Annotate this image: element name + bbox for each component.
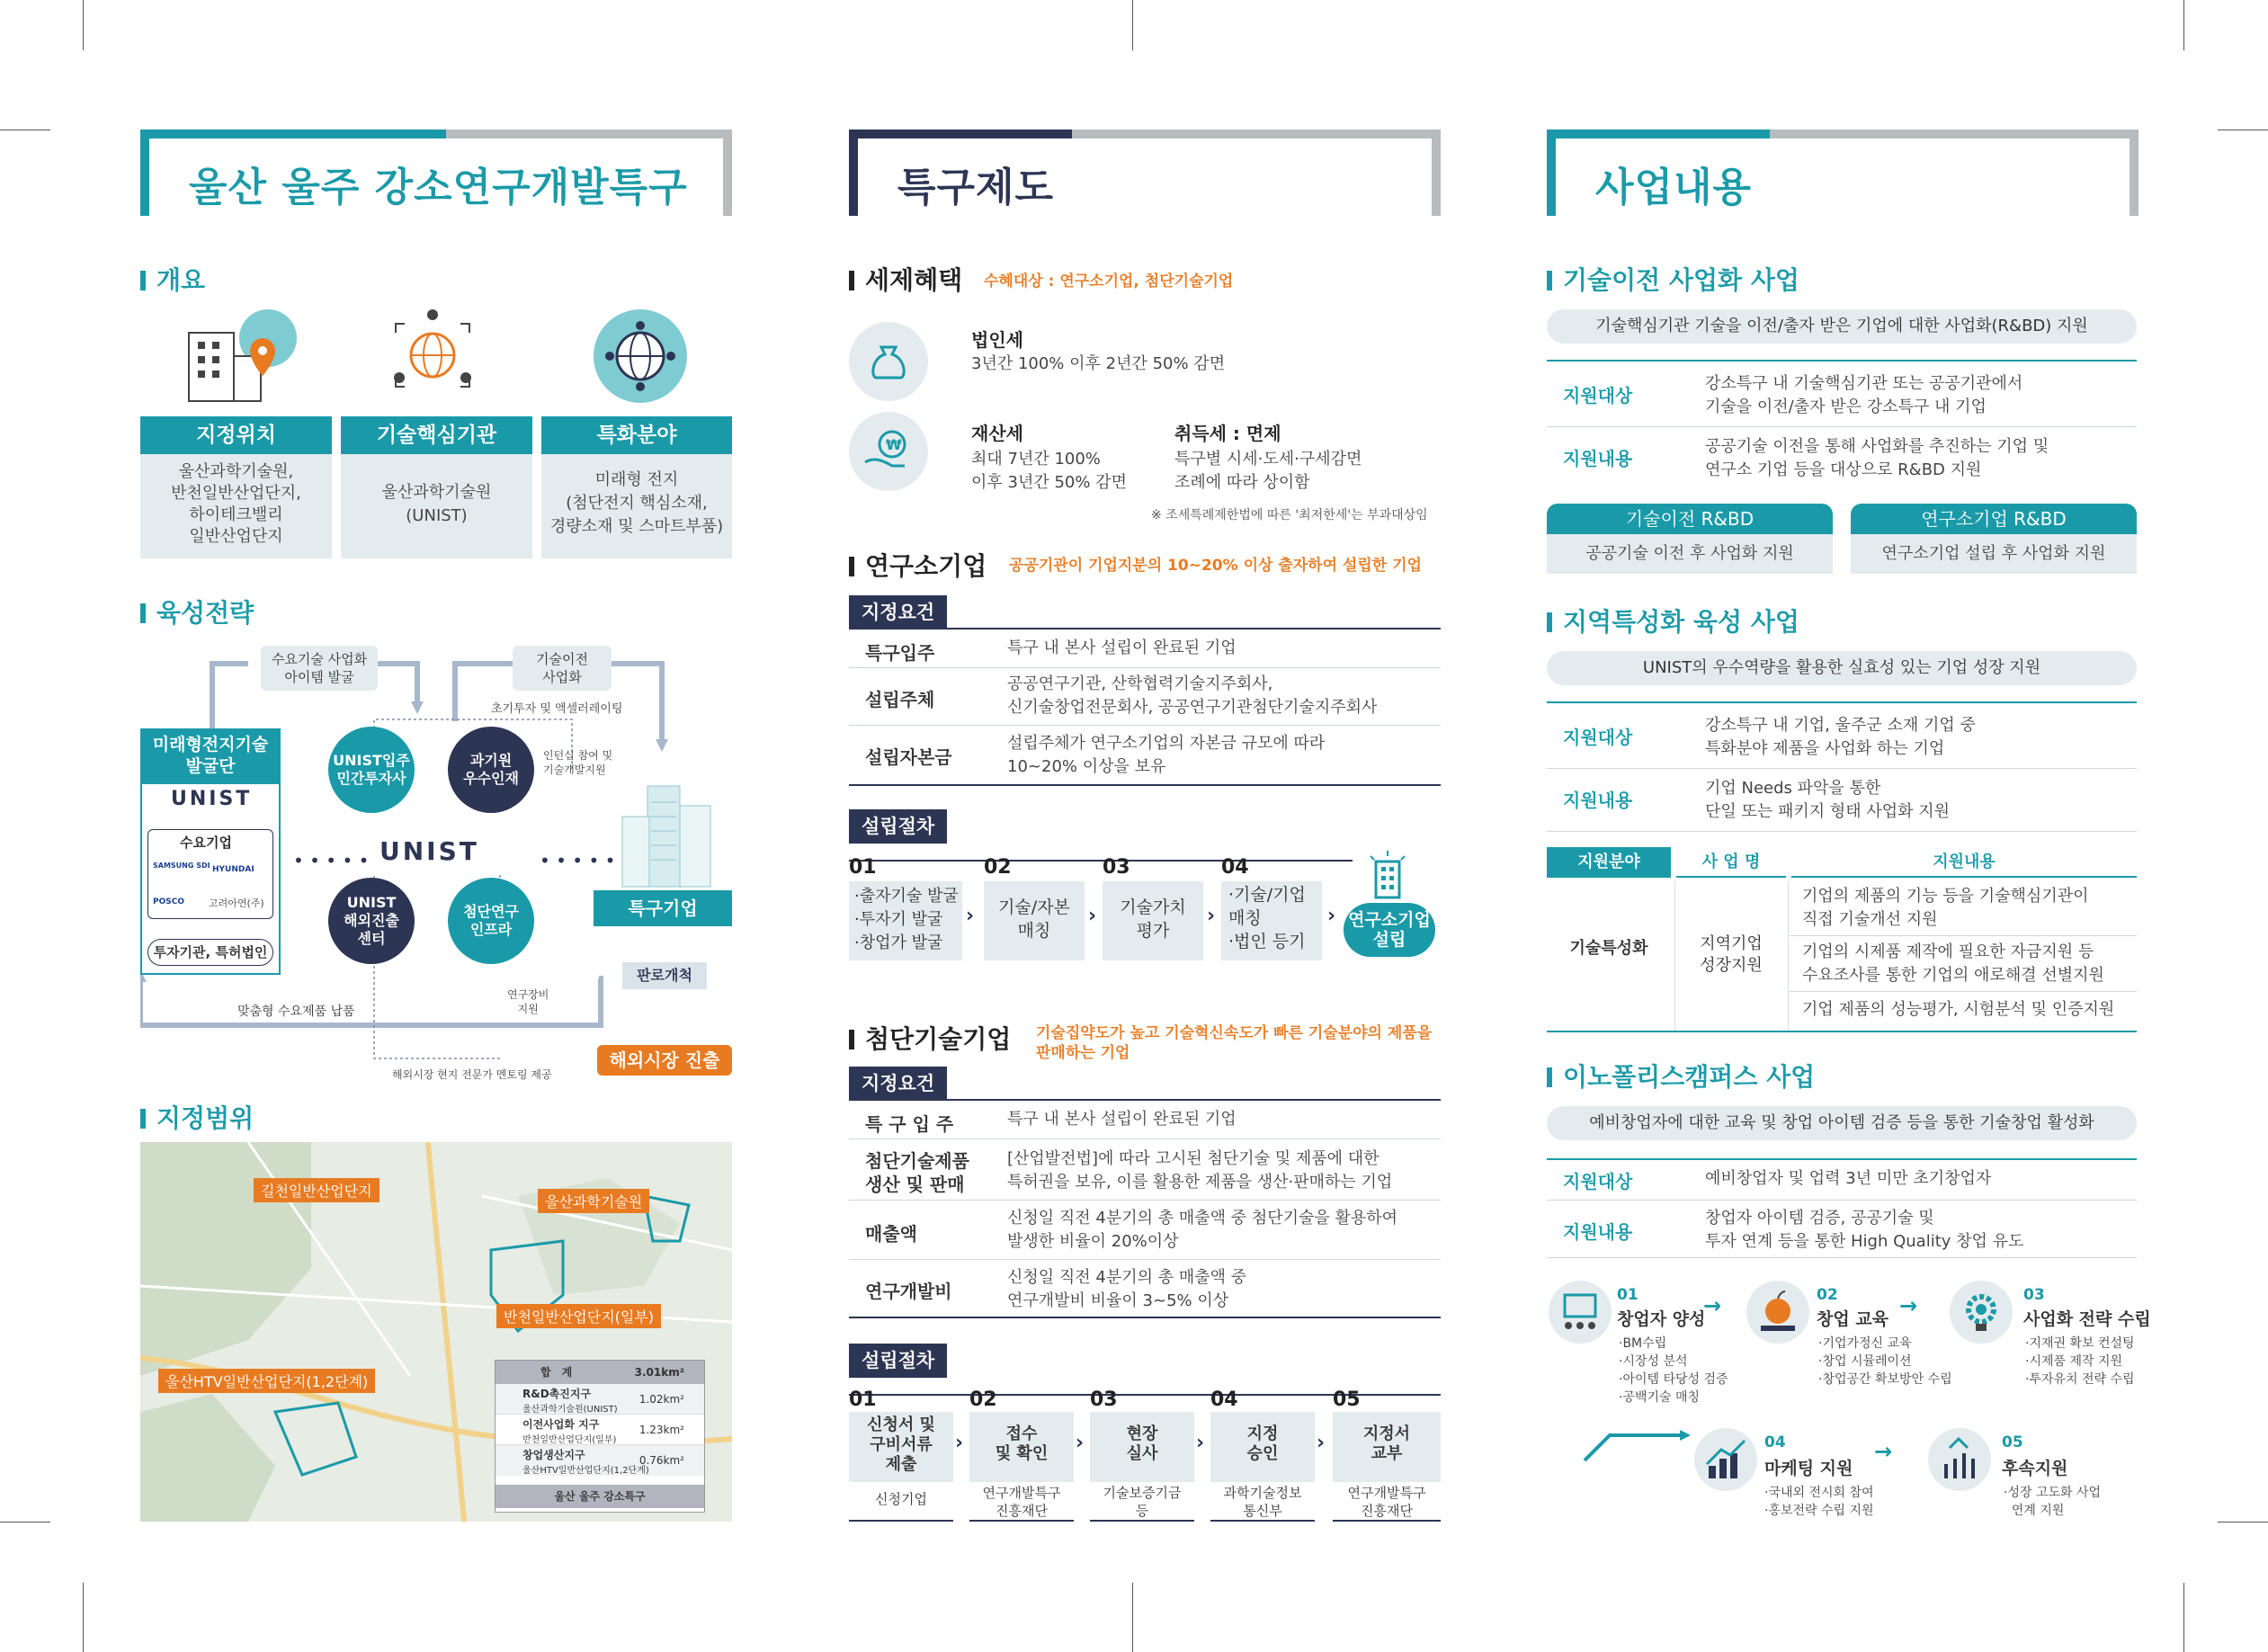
business-name: 지역기업 성장지원 bbox=[1700, 934, 1763, 975]
divider bbox=[1547, 1158, 2137, 1160]
chevron-right-icon: › bbox=[955, 1432, 964, 1454]
support-content: 기업 제품의 성능평가, 시험분석 및 인증지원 bbox=[1802, 1000, 2115, 1019]
crop-mark bbox=[1132, 0, 1133, 50]
step-org: 신청기업 bbox=[849, 1482, 953, 1522]
req-value: 특구 내 본사 설립이 완료된 기업 bbox=[1007, 1110, 1237, 1129]
support-content: 기업의 시제품 제작에 필요한 자금지원 등 수요조사를 통한 기업의 애로해결 선별지원 bbox=[1802, 942, 2104, 985]
step-box: 접수 및 확인 bbox=[969, 1412, 1074, 1482]
tax-footnote: ※ 조세특례제한법에 따른 '최저한세'는 부과대상임 bbox=[1151, 508, 1428, 522]
step-items: ·지재권 확보 컨설팅 ·시제품 제작 지원 ·투자유치 전략 수립 bbox=[2025, 1336, 2135, 1387]
step-number: 05 bbox=[1333, 1389, 1361, 1411]
lab-company-final: 연구소기업 설립 bbox=[1344, 903, 1435, 957]
divider bbox=[849, 628, 1441, 630]
step-number: 04 bbox=[1210, 1389, 1238, 1411]
table-row: 이전사업화 지구 반천일반산업단지(일부) 1.23km² bbox=[496, 1415, 704, 1445]
intern-note: 인턴십 참여 및 기술개발지원 bbox=[543, 749, 613, 776]
rbd-title: 기술이전 R&BD bbox=[1547, 504, 1833, 534]
divider bbox=[1790, 935, 2137, 936]
flow-connector bbox=[1583, 1430, 1691, 1466]
row-value: 예비창업자 및 업력 3년 미만 초기창업자 bbox=[1705, 1169, 1992, 1188]
row-key: 지원대상 bbox=[1563, 385, 1633, 406]
tax-target-note: 수혜대상 : 연구소기업, 첨단기술기업 bbox=[984, 272, 1234, 290]
req-value: 신청일 직전 4분기의 총 매출액 중 연구개발비 비율이 3~5% 이상 bbox=[1007, 1268, 1247, 1310]
req-key: 설립주체 bbox=[865, 689, 935, 710]
row-key: 지원대상 bbox=[1563, 727, 1633, 748]
step-number: 03 bbox=[1103, 856, 1130, 879]
step-number: 03 bbox=[1090, 1389, 1118, 1411]
property-tax-title: 재산세 bbox=[971, 423, 1023, 444]
step-number: 01 bbox=[849, 856, 877, 879]
crop-mark bbox=[2218, 1522, 2268, 1523]
requirement-tag: 지정요건 bbox=[849, 595, 947, 630]
crop-mark bbox=[83, 1583, 84, 1652]
chevron-right-icon: › bbox=[966, 905, 975, 927]
arrow-right-icon: → bbox=[1703, 1293, 1722, 1318]
step-number: 01 bbox=[849, 1389, 877, 1411]
step-box: 기술/자본 매칭 bbox=[984, 881, 1085, 960]
divider bbox=[849, 1259, 1441, 1260]
row-value: 공공기술 이전을 통해 사업화를 추진하는 기업 및 연구소 기업 등을 대상으로 R&BD 지원 bbox=[1705, 437, 2049, 479]
unist-logo-center: UNIST bbox=[379, 836, 479, 866]
rbd-title: 연구소기업 R&BD bbox=[1851, 504, 2137, 534]
svg-text:₩: ₩ bbox=[886, 436, 902, 453]
lab-company-note: 공공기관이 기업지분의 10~20% 이상 출자하여 설립한 기업 bbox=[1009, 557, 1422, 575]
crop-mark bbox=[1132, 1583, 1133, 1652]
card-body: 울산과학기술원 (UNIST) bbox=[341, 454, 532, 558]
divider bbox=[1547, 426, 2137, 427]
special-company-label: 특구기업 bbox=[594, 890, 732, 926]
req-value: 신청일 직전 4분기의 총 매출액 중 첨단기술을 활용하여 발생한 비율이 20%이상 bbox=[1007, 1209, 1398, 1251]
rbd-body: 연구소기업 설립 후 사업화 지원 bbox=[1851, 534, 2137, 574]
step-box: 신청서 및 구비서류 제출 bbox=[849, 1412, 953, 1482]
table-header: 지원분야 bbox=[1547, 847, 1671, 878]
table-header: 사 업 명 bbox=[1676, 847, 1786, 878]
divider bbox=[1547, 1031, 2137, 1032]
map-label: 울산과학기술원 bbox=[538, 1189, 649, 1213]
page-title: 울산 울주 강소연구개발특구 bbox=[189, 165, 688, 210]
divider bbox=[849, 1317, 1441, 1318]
divider bbox=[1547, 1200, 2137, 1201]
divider bbox=[849, 784, 1441, 786]
unist-logo: UNIST bbox=[171, 788, 253, 810]
crop-mark bbox=[2183, 0, 2184, 50]
step-number: 05 bbox=[2002, 1433, 2023, 1451]
map-label: 길천일반산업단지 bbox=[254, 1178, 379, 1202]
section-heading-strategy: 육성전략 bbox=[140, 594, 254, 630]
step-box: 지정서 교부 bbox=[1333, 1412, 1441, 1482]
top-right-label: 기술이전 사업화 bbox=[513, 646, 612, 691]
step-org: 연구개발특구 진흥재단 bbox=[1333, 1482, 1441, 1522]
section-heading-tech-transfer: 기술이전 사업화 사업 bbox=[1547, 261, 1799, 297]
step-number: 01 bbox=[1617, 1286, 1638, 1304]
step-box: ·출자기술 발굴 ·투자기 발굴 ·창업가 발굴 bbox=[849, 881, 962, 960]
chevron-right-icon: › bbox=[1317, 1432, 1326, 1454]
row-value: 창업자 아이템 검증, 공공기술 및 투자 연계 등을 통한 High Quality 창업 유도 bbox=[1705, 1209, 2024, 1251]
crop-mark bbox=[0, 1522, 50, 1523]
req-key: 설립자본금 bbox=[865, 746, 952, 768]
req-value: [산업발전법]에 따라 고시된 첨단기술 및 제품에 대한 특허권을 보유, 이를 활용한 제품을 생산·판매하는 기업 bbox=[1007, 1149, 1393, 1192]
hightech-note: 기술집약도가 높고 기술혁신속도가 빠른 기술분야의 제품을 판매하는 기업 bbox=[1036, 1024, 1433, 1062]
divider bbox=[849, 860, 1353, 862]
divider bbox=[1788, 881, 1789, 1031]
step-number: 02 bbox=[1817, 1286, 1838, 1304]
card-body: 울산과학기술원, 반천일반산업단지, 하이테크밸리 일반산업단지 bbox=[140, 454, 332, 558]
requirement-tag: 지정요건 bbox=[849, 1067, 947, 1101]
circle-overseas-center: UNIST 해외진출 센터 bbox=[328, 878, 415, 964]
region-summary: UNIST의 우수역량을 활용한 실효성 있는 기업 성장 지원 bbox=[1547, 651, 2137, 685]
arrow-right-icon: → bbox=[1874, 1439, 1893, 1464]
step-title: 마케팅 지원 bbox=[1764, 1459, 1853, 1478]
circle-infrastructure: 첨단연구 인프라 bbox=[448, 878, 534, 964]
arrow-right-icon: → bbox=[1899, 1293, 1918, 1318]
process-tag: 설립절차 bbox=[849, 809, 947, 844]
step-org: 연구개발특구 진흥재단 bbox=[969, 1482, 1074, 1522]
chevron-right-icon: › bbox=[1327, 905, 1336, 927]
step-box: 기술가치 평가 bbox=[1103, 881, 1203, 960]
custom-delivery-label: 맞춤형 수요제품 납품 bbox=[237, 1005, 355, 1019]
demand-label: 수요기업 bbox=[180, 835, 232, 851]
support-field: 기술특성화 bbox=[1569, 939, 1648, 958]
svg-text:• • • • •: • • • • • bbox=[293, 850, 370, 871]
card-title: 특화분야 bbox=[541, 416, 732, 454]
area-table bbox=[495, 1360, 705, 1513]
svg-text:• • • • •: • • • • • bbox=[540, 850, 616, 871]
row-value: 강소특구 내 기업, 울주군 소재 기업 중 특화분야 제품을 사업화 하는 기업 bbox=[1705, 716, 1976, 758]
step-items: ·성장 고도화 사업 연계 지원 bbox=[2004, 1486, 2102, 1518]
req-key: 연구개발비 bbox=[865, 1281, 952, 1302]
section-heading-lab-company: 연구소기업 bbox=[849, 547, 987, 583]
divider bbox=[849, 1099, 1441, 1101]
corp-tax-body: 3년간 100% 이후 2년간 50% 감면 bbox=[971, 354, 1226, 373]
step-title: 사업화 전략 수립 bbox=[2023, 1309, 2151, 1329]
step-items: ·기업가정신 교육 ·창업 시뮬레이션 ·창업공간 확보방안 수립 bbox=[1818, 1336, 1952, 1387]
section-heading-tax: 세제혜택 bbox=[849, 261, 962, 297]
step-box: 지정 승인 bbox=[1210, 1412, 1315, 1482]
building-location-icon bbox=[180, 315, 279, 405]
gear-bulb-icon bbox=[1950, 1281, 2013, 1344]
crop-mark bbox=[83, 0, 84, 50]
step-number: 03 bbox=[2023, 1286, 2045, 1304]
presentation-icon bbox=[1549, 1281, 1612, 1344]
step-number: 04 bbox=[1764, 1433, 1786, 1451]
accelerating-note: 초기투자 및 액셀러레이팅 bbox=[491, 702, 623, 716]
divider bbox=[1790, 991, 2137, 992]
divider bbox=[849, 1200, 1441, 1201]
rbd-body: 공공기술 이전 후 사업화 지원 bbox=[1547, 534, 1833, 574]
sales-label: 판로개척 bbox=[622, 962, 707, 989]
divider bbox=[1674, 881, 1675, 1031]
samsung-logo: SAMSUNG SDI bbox=[153, 862, 210, 870]
step-box: ·기술/기업 매칭 ·법인 등기 bbox=[1221, 881, 1322, 960]
apple-book-icon bbox=[1746, 1281, 1809, 1344]
section-heading-range: 지정범위 bbox=[140, 1099, 254, 1135]
buildings-icon bbox=[617, 781, 716, 889]
table-row: 합 계 3.01km² bbox=[496, 1361, 704, 1384]
top-left-label: 수요기술 사업화 아이템 발굴 bbox=[261, 646, 378, 691]
investor-label: 투자기관, 특허법인 bbox=[147, 939, 273, 966]
step-title: 창업자 양성 bbox=[1617, 1309, 1706, 1329]
divider bbox=[1547, 360, 2137, 362]
property-tax-body: 최대 7년간 100% 이후 3년간 50% 감면 bbox=[971, 450, 1127, 492]
hyundai-logo: HYUNDAI bbox=[212, 865, 254, 874]
req-key: 첨단기술제품 생산 및 판매 bbox=[865, 1150, 969, 1195]
section-heading-region: 지역특성화 육성 사업 bbox=[1547, 603, 1799, 638]
acquisition-tax-title: 취득세 : 면제 bbox=[1174, 423, 1281, 444]
req-key: 특 구 입 주 bbox=[865, 1113, 954, 1135]
page-title: 특구제도 bbox=[897, 165, 1055, 210]
crop-mark bbox=[0, 129, 50, 130]
circle-unist-investor: UNIST입주 민간투자사 bbox=[328, 727, 415, 813]
building-icon bbox=[1362, 849, 1415, 903]
step-items: ·BM수립 ·시장성 분석 ·아이템 타당성 검증 ·공백기술 매칭 bbox=[1619, 1336, 1728, 1405]
card-title: 지정위치 bbox=[140, 416, 332, 454]
process-tag: 설립절차 bbox=[849, 1344, 947, 1378]
mentoring-note: 해외시장 현지 전문가 멘토링 제공 bbox=[392, 1068, 552, 1081]
posco-logo: POSCO bbox=[153, 897, 184, 906]
table-footer: 울산 울주 강소특구 bbox=[496, 1485, 704, 1508]
inno-summary: 예비창업자에 대한 교육 및 창업 아이템 검증 등을 통한 기술창업 활성화 bbox=[1547, 1106, 2137, 1140]
chevron-right-icon: › bbox=[1076, 1432, 1085, 1454]
chevron-right-icon: › bbox=[1207, 905, 1216, 927]
crop-mark bbox=[2183, 1583, 2184, 1652]
row-key: 지원대상 bbox=[1563, 1171, 1633, 1192]
growth-chart-icon bbox=[1694, 1428, 1757, 1491]
globe-network-icon bbox=[383, 306, 482, 405]
divider bbox=[1547, 1257, 2137, 1258]
row-key: 지원내용 bbox=[1563, 790, 1633, 811]
chevron-right-icon: › bbox=[1196, 1432, 1205, 1454]
divider bbox=[849, 725, 1441, 726]
step-number: 02 bbox=[969, 1389, 997, 1411]
req-value: 설립주체가 연구소기업의 자본금 규모에 따라 10~20% 이상을 보유 bbox=[1007, 734, 1326, 776]
globe-nodes-icon bbox=[603, 318, 678, 394]
section-heading-overview: 개요 bbox=[140, 261, 205, 297]
req-key: 특구입주 bbox=[865, 642, 935, 664]
step-number: 02 bbox=[984, 856, 1012, 879]
req-value: 공공연구기관, 산학협력기술지주회사, 신기술창업전문회사, 공공연구기관첨단기술지주회사 bbox=[1007, 674, 1378, 717]
row-key: 지원내용 bbox=[1563, 448, 1633, 469]
overseas-label: 해외시장 진출 bbox=[597, 1045, 732, 1076]
row-key: 지원내용 bbox=[1563, 1221, 1633, 1243]
column-header-1 bbox=[140, 129, 732, 216]
divider bbox=[1547, 831, 2137, 832]
column-header-3 bbox=[1547, 129, 2139, 216]
acquisition-tax-body: 특구별 시세·도세·구세감면 조례에 따라 상이함 bbox=[1174, 450, 1362, 492]
battery-team-title: 미래형전지기술 발굴단 bbox=[140, 728, 281, 782]
step-org: 기술보증기금 등 bbox=[1090, 1482, 1194, 1522]
step-items: ·국내외 전시회 참여 ·홍보전략 수립 지원 bbox=[1764, 1486, 1874, 1518]
section-heading-hightech: 첨단기술기업 bbox=[849, 1020, 1011, 1056]
table-header: 지원내용 bbox=[1791, 847, 2137, 878]
support-content: 기업의 제품의 기능 등을 기술핵심기관이 직접 기술개선 지원 bbox=[1802, 887, 2089, 929]
crop-mark bbox=[2218, 129, 2268, 130]
divider bbox=[1547, 768, 2137, 769]
koreazinc-logo: 고려아연(주) bbox=[209, 897, 264, 909]
map-label: 울산HTV일반산업단지(1,2단계) bbox=[158, 1369, 375, 1393]
req-key: 매출액 bbox=[865, 1223, 917, 1245]
card-body: 미래형 전지 (첨단전지 핵심소재, 경량소재 및 스마트부품) bbox=[541, 454, 732, 558]
step-title: 후속지원 bbox=[2002, 1459, 2068, 1478]
row-value: 기업 Needs 파악을 통한 단일 또는 패키지 형태 사업화 지원 bbox=[1705, 779, 1951, 821]
card-title: 기술핵심기관 bbox=[341, 416, 532, 454]
step-number: 04 bbox=[1221, 856, 1249, 879]
tt-summary: 기술핵심기관 기술을 이전/출자 받은 기업에 대한 사업화(R&BD) 지원 bbox=[1547, 309, 2137, 344]
req-value: 특구 내 본사 설립이 완료된 기업 bbox=[1007, 638, 1237, 657]
support-hands-icon bbox=[1928, 1428, 1991, 1491]
divider bbox=[849, 667, 1441, 668]
circle-talent: 과기원 우수인재 bbox=[448, 727, 534, 813]
area-map bbox=[140, 1142, 732, 1522]
table-row: R&D촉진지구 울산과학기술원(UNIST) 1.02km² bbox=[496, 1384, 704, 1415]
page-title: 사업내용 bbox=[1595, 165, 1753, 210]
step-box: 현장 실사 bbox=[1090, 1412, 1194, 1482]
step-title: 창업 교육 bbox=[1817, 1309, 1889, 1329]
row-value: 강소특구 내 기술핵심기관 또는 공공기관에서 기술을 이전/출자 받은 강소특구 내 기업 bbox=[1705, 374, 2023, 416]
corp-tax-title: 법인세 bbox=[971, 329, 1023, 351]
won-hand-icon bbox=[849, 412, 928, 491]
equipment-note: 연구장비 지원 bbox=[507, 988, 549, 1015]
map-label: 반천일반산업단지(일부) bbox=[496, 1304, 661, 1328]
column-header-2 bbox=[849, 129, 1441, 216]
step-org: 과학기술정보 통신부 bbox=[1210, 1482, 1315, 1522]
money-bag-icon bbox=[849, 322, 928, 401]
chevron-right-icon: › bbox=[1088, 905, 1097, 927]
table-row: 창업생산지구 울산HTV일반산업단지(1,2단계) 0.76km² bbox=[496, 1445, 704, 1476]
section-heading-innopolis: 이노폴리스캠퍼스 사업 bbox=[1547, 1058, 1815, 1094]
divider bbox=[1547, 701, 2137, 703]
